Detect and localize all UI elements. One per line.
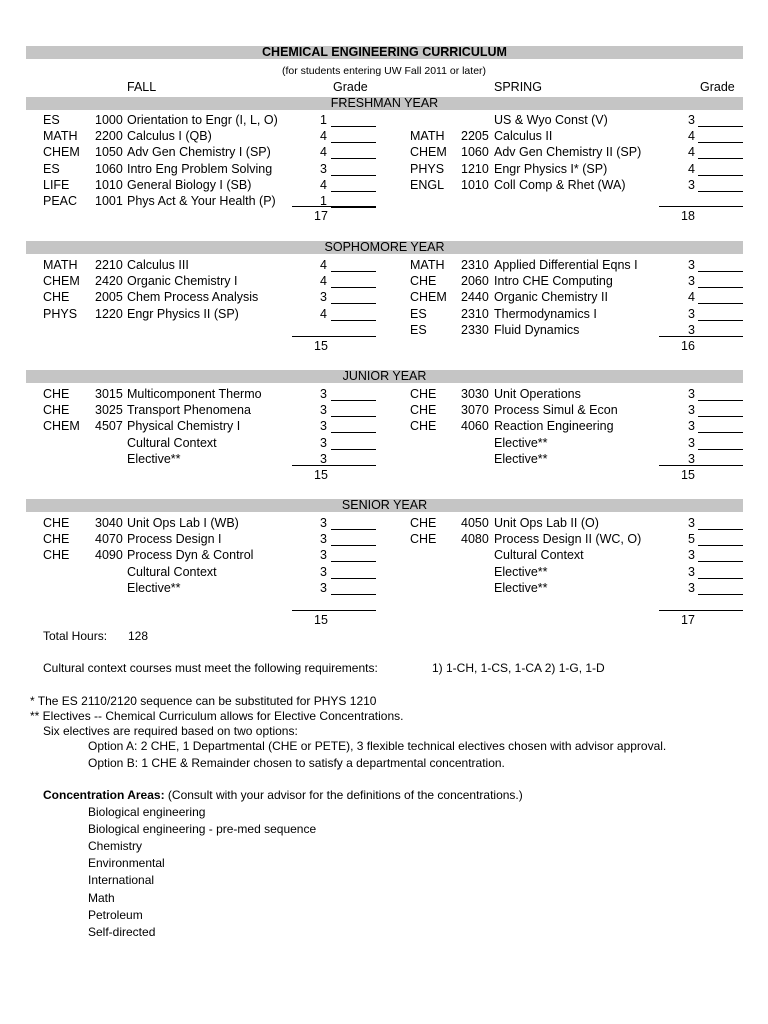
course-title: Cultural Context <box>494 548 584 563</box>
course-dept: CHE <box>410 516 437 530</box>
course-hours: 3 <box>320 516 327 530</box>
course-hours: 3 <box>688 258 695 272</box>
course-hours: 3 <box>320 419 327 434</box>
course-title: Elective** <box>494 580 548 595</box>
spring-total-rule <box>659 206 743 207</box>
course-title: Applied Differential Eqns I <box>494 258 638 272</box>
course-number: 1010 <box>95 177 123 192</box>
course-hours: 3 <box>688 387 695 401</box>
spring-course-row <box>0 177 768 193</box>
concentration-note: (Consult with your advisor for the definitions of the concentrations.) <box>167 788 523 802</box>
course-dept: PEAC <box>43 194 78 208</box>
course-dept: CHE <box>410 403 437 418</box>
concentration-label: Concentration Areas: <box>43 788 165 802</box>
year-heading: SENIOR YEAR <box>341 498 428 512</box>
spring-total-hours: 17 <box>681 613 695 627</box>
spring-total-rule <box>659 465 743 466</box>
spring-course-row <box>0 547 768 563</box>
course-number: 4070 <box>95 532 123 547</box>
course-title: Adv Gen Chemistry I (SP) <box>127 145 271 160</box>
course-number: 1210 <box>461 161 489 176</box>
course-title: Elective** <box>127 580 181 595</box>
course-hours: 3 <box>688 516 695 530</box>
course-title: Elective** <box>494 451 548 466</box>
course-title: Elective** <box>494 564 548 579</box>
course-dept: ES <box>43 113 60 127</box>
spring-course-row <box>0 580 768 596</box>
course-number: 1060 <box>95 161 123 176</box>
course-number: 1050 <box>95 145 123 160</box>
footnote-six-electives: Six electives are required based on two options: <box>43 724 298 738</box>
grade-blank[interactable] <box>698 320 743 321</box>
fall-total-hours: 17 <box>314 209 328 223</box>
course-dept: CHE <box>410 274 437 289</box>
total-hours-value: 128 <box>128 629 149 643</box>
course-dept: PHYS <box>43 306 78 321</box>
fall-total-hours: 15 <box>314 613 328 627</box>
concentration-item: Petroleum <box>88 907 143 922</box>
course-hours: 1 <box>320 194 327 208</box>
course-hours: 3 <box>688 322 695 337</box>
course-title: Adv Gen Chemistry II (SP) <box>494 145 642 160</box>
course-title: Physical Chemistry I <box>127 419 241 434</box>
concentration-item: Biological engineering <box>88 805 206 819</box>
spring-course-row <box>0 273 768 289</box>
course-dept: CHE <box>410 532 437 547</box>
spring-course-row <box>0 515 768 531</box>
fall-label: FALL <box>127 80 157 94</box>
spring-course-row <box>0 112 768 128</box>
spring-course-row <box>0 386 768 402</box>
spring-course-row <box>0 402 768 418</box>
course-title: Intro CHE Computing <box>494 274 613 289</box>
year-heading: FRESHMAN YEAR <box>330 96 439 110</box>
course-title: Fluid Dynamics <box>494 322 580 337</box>
course-hours: 3 <box>688 274 695 289</box>
option-b: Option B: 1 CHE & Remainder chosen to satisfy a departmental concentration. <box>88 756 505 770</box>
course-title: Calculus I (QB) <box>127 129 212 144</box>
course-dept: MATH <box>43 258 78 272</box>
spring-course-row <box>0 257 768 273</box>
course-title: Process Design II (WC, O) <box>494 532 642 547</box>
course-hours: 3 <box>688 435 695 450</box>
course-dept: CHEM <box>43 274 80 289</box>
course-number: 4090 <box>95 548 123 563</box>
course-title: Elective** <box>127 451 181 466</box>
grade-blank[interactable] <box>698 449 743 450</box>
course-title: US & Wyo Const (V) <box>494 113 608 127</box>
spring-course-row <box>0 564 768 580</box>
concentration-item: International <box>88 873 155 888</box>
spring-total-hours: 15 <box>681 468 695 482</box>
course-number: 3030 <box>461 387 489 401</box>
spring-course-row <box>0 144 768 160</box>
grade-blank[interactable] <box>698 303 743 304</box>
course-hours: 4 <box>320 274 327 289</box>
grade-blank[interactable] <box>698 561 743 562</box>
course-number: 1220 <box>95 306 123 321</box>
course-dept: ES <box>410 306 427 321</box>
spring-label: SPRING <box>494 80 542 94</box>
fall-total-hours: 15 <box>314 468 328 482</box>
course-title: Process Design I <box>127 532 222 547</box>
course-number: 2060 <box>461 274 489 289</box>
course-hours: 3 <box>320 387 327 401</box>
spring-course-row <box>0 161 768 177</box>
course-title: Unit Ops Lab II (O) <box>494 516 599 530</box>
option-a: Option A: 2 CHE, 1 Departmental (CHE or PETE), 3 flexible technical electives chosen with advisor approval. <box>88 739 667 753</box>
course-title: Transport Phenomena <box>127 403 251 418</box>
fall-course-row <box>0 193 768 209</box>
course-number: 4080 <box>461 532 489 547</box>
spring-total-rule <box>659 336 743 337</box>
course-dept: CHE <box>43 516 70 530</box>
spring-total-rule <box>659 610 743 611</box>
spring-course-row <box>0 128 768 144</box>
course-hours: 5 <box>688 532 695 547</box>
course-title: Reaction Engineering <box>494 419 614 434</box>
course-hours: 1 <box>320 113 327 127</box>
course-hours: 3 <box>688 177 695 192</box>
course-number: 1001 <box>95 194 123 208</box>
course-title: Calculus III <box>127 258 189 272</box>
course-title: Phys Act & Your Health (P) <box>127 194 276 208</box>
concentration-item: Biological engineering - pre-med sequence <box>88 822 317 837</box>
course-title: Calculus II <box>494 129 553 144</box>
course-title: Orientation to Engr (I, L, O) <box>127 113 278 127</box>
spring-course-row <box>0 418 768 434</box>
cultural-context-requirements: 1) 1-CH, 1-CS, 1-CA 2) 1-G, 1-D <box>432 661 605 675</box>
course-title: Coll Comp & Rhet (WA) <box>494 177 626 192</box>
course-hours: 4 <box>688 161 695 176</box>
course-hours: 3 <box>688 419 695 434</box>
footnote-phys: * The ES 2110/2120 sequence can be substituted for PHYS 1210 <box>30 694 377 708</box>
course-dept: MATH <box>410 129 445 144</box>
course-number: 2440 <box>461 290 489 305</box>
grade-blank[interactable] <box>698 545 743 546</box>
course-number: 3040 <box>95 516 123 530</box>
grade-blank[interactable] <box>698 126 743 127</box>
course-title: General Biology I (SB) <box>127 177 252 192</box>
course-number: 2200 <box>95 129 123 144</box>
course-hours: 3 <box>688 306 695 321</box>
course-number: 1000 <box>95 113 123 127</box>
grade-blank[interactable] <box>698 158 743 159</box>
course-title: Process Dyn & Control <box>127 548 254 563</box>
course-title: Cultural Context <box>127 435 217 450</box>
course-number: 3025 <box>95 403 123 418</box>
course-number: 2310 <box>461 258 489 272</box>
spring-course-row <box>0 289 768 305</box>
course-dept: LIFE <box>43 177 70 192</box>
course-dept: CHEM <box>410 145 447 160</box>
year-heading: SOPHOMORE YEAR <box>324 240 445 254</box>
cultural-context-text: Cultural context courses must meet the following requirements: <box>43 661 378 675</box>
course-dept: CHE <box>43 387 70 401</box>
course-dept: CHE <box>410 387 437 401</box>
course-number: 2205 <box>461 129 489 144</box>
course-hours: 4 <box>688 145 695 160</box>
course-number: 1060 <box>461 145 489 160</box>
fall-total-rule <box>292 206 376 207</box>
course-title: Cultural Context <box>127 564 217 579</box>
course-hours: 3 <box>320 532 327 547</box>
course-dept: CHE <box>43 532 70 547</box>
course-title: Engr Physics II (SP) <box>127 306 239 321</box>
grade-blank[interactable] <box>698 578 743 579</box>
course-dept: ES <box>410 322 427 337</box>
course-title: Intro Eng Problem Solving <box>127 161 273 176</box>
page-subtitle: (for students entering UW Fall 2011 or later) <box>281 65 487 77</box>
course-hours: 3 <box>688 564 695 579</box>
spring-course-row <box>0 451 768 467</box>
course-title: Organic Chemistry II <box>494 290 608 305</box>
grade-blank[interactable] <box>331 207 376 208</box>
course-number: 3070 <box>461 403 489 418</box>
course-number: 4507 <box>95 419 123 434</box>
spring-total-hours: 16 <box>681 339 695 353</box>
course-number: 2330 <box>461 322 489 337</box>
course-title: Organic Chemistry I <box>127 274 238 289</box>
grade-blank[interactable] <box>698 416 743 417</box>
course-hours: 3 <box>688 580 695 595</box>
fall-total-rule <box>292 610 376 611</box>
course-dept: MATH <box>410 258 445 272</box>
grade-blank[interactable] <box>698 529 743 530</box>
course-hours: 4 <box>320 145 327 160</box>
course-hours: 4 <box>320 306 327 321</box>
course-number: 3015 <box>95 387 123 401</box>
course-hours: 3 <box>320 580 327 595</box>
course-title: Multicomponent Thermo <box>127 387 262 401</box>
fall-total-hours: 15 <box>314 339 328 353</box>
course-title: Unit Operations <box>494 387 581 401</box>
course-dept: ENGL <box>410 177 445 192</box>
spring-course-row <box>0 306 768 322</box>
spring-course-row <box>0 322 768 338</box>
grade-blank[interactable] <box>698 142 743 143</box>
course-title: Process Simul & Econ <box>494 403 618 418</box>
concentration-item: Math <box>88 890 115 905</box>
course-hours: 3 <box>320 548 327 563</box>
course-hours: 3 <box>688 548 695 563</box>
course-hours: 3 <box>320 435 327 450</box>
course-hours: 4 <box>320 258 327 272</box>
course-number: 2420 <box>95 274 123 289</box>
fall-grade-label: Grade <box>333 80 368 94</box>
course-number: 2310 <box>461 306 489 321</box>
grade-blank[interactable] <box>698 175 743 176</box>
grade-blank[interactable] <box>698 594 743 595</box>
course-dept: CHEM <box>410 290 447 305</box>
course-number: 4050 <box>461 516 489 530</box>
course-title: Thermodynamics I <box>494 306 597 321</box>
grade-blank[interactable] <box>698 271 743 272</box>
course-hours: 3 <box>688 113 695 127</box>
course-number: 2005 <box>95 290 123 305</box>
course-dept: CHE <box>43 548 70 563</box>
course-number: 2210 <box>95 258 123 272</box>
course-dept: CHEM <box>43 145 80 160</box>
course-number: 1010 <box>461 177 489 192</box>
course-hours: 4 <box>688 129 695 144</box>
grade-blank[interactable] <box>698 287 743 288</box>
spring-total-hours: 18 <box>681 209 695 223</box>
concentration-heading <box>43 787 523 803</box>
grade-blank[interactable] <box>698 432 743 433</box>
course-dept: CHEM <box>43 419 80 434</box>
spring-grade-label: Grade <box>700 80 735 94</box>
course-dept: MATH <box>43 129 78 144</box>
concentration-item: Chemistry <box>88 839 143 854</box>
total-hours-label: Total Hours: <box>43 629 108 643</box>
course-title: Engr Physics I* (SP) <box>494 161 608 176</box>
course-number: 4060 <box>461 419 489 434</box>
course-hours: 3 <box>320 161 327 176</box>
course-dept: CHE <box>43 403 70 418</box>
course-hours: 3 <box>688 451 695 466</box>
course-dept: ES <box>43 161 60 176</box>
course-dept: CHE <box>410 419 437 434</box>
page-title: CHEMICAL ENGINEERING CURRICULUM <box>262 45 507 59</box>
course-hours: 4 <box>688 290 695 305</box>
course-hours: 4 <box>320 129 327 144</box>
course-hours: 3 <box>320 564 327 579</box>
concentration-item: Environmental <box>88 856 165 871</box>
spring-course-row <box>0 531 768 547</box>
course-title: Unit Ops Lab I (WB) <box>127 516 239 530</box>
course-dept: CHE <box>43 290 70 305</box>
course-dept: PHYS <box>410 161 445 176</box>
spring-course-row <box>0 435 768 451</box>
course-title: Chem Process Analysis <box>127 290 259 305</box>
course-hours: 3 <box>320 290 327 305</box>
concentration-item: Self-directed <box>88 924 156 939</box>
course-hours: 4 <box>320 177 327 192</box>
course-hours: 3 <box>320 451 327 466</box>
footnote-electives: ** Electives -- Chemical Curriculum allows for Elective Concentrations. <box>30 709 404 723</box>
grade-blank[interactable] <box>698 191 743 192</box>
course-title: Elective** <box>494 435 548 450</box>
year-heading: JUNIOR YEAR <box>342 369 427 383</box>
grade-blank[interactable] <box>698 400 743 401</box>
course-hours: 3 <box>320 403 327 418</box>
course-hours: 3 <box>688 403 695 418</box>
